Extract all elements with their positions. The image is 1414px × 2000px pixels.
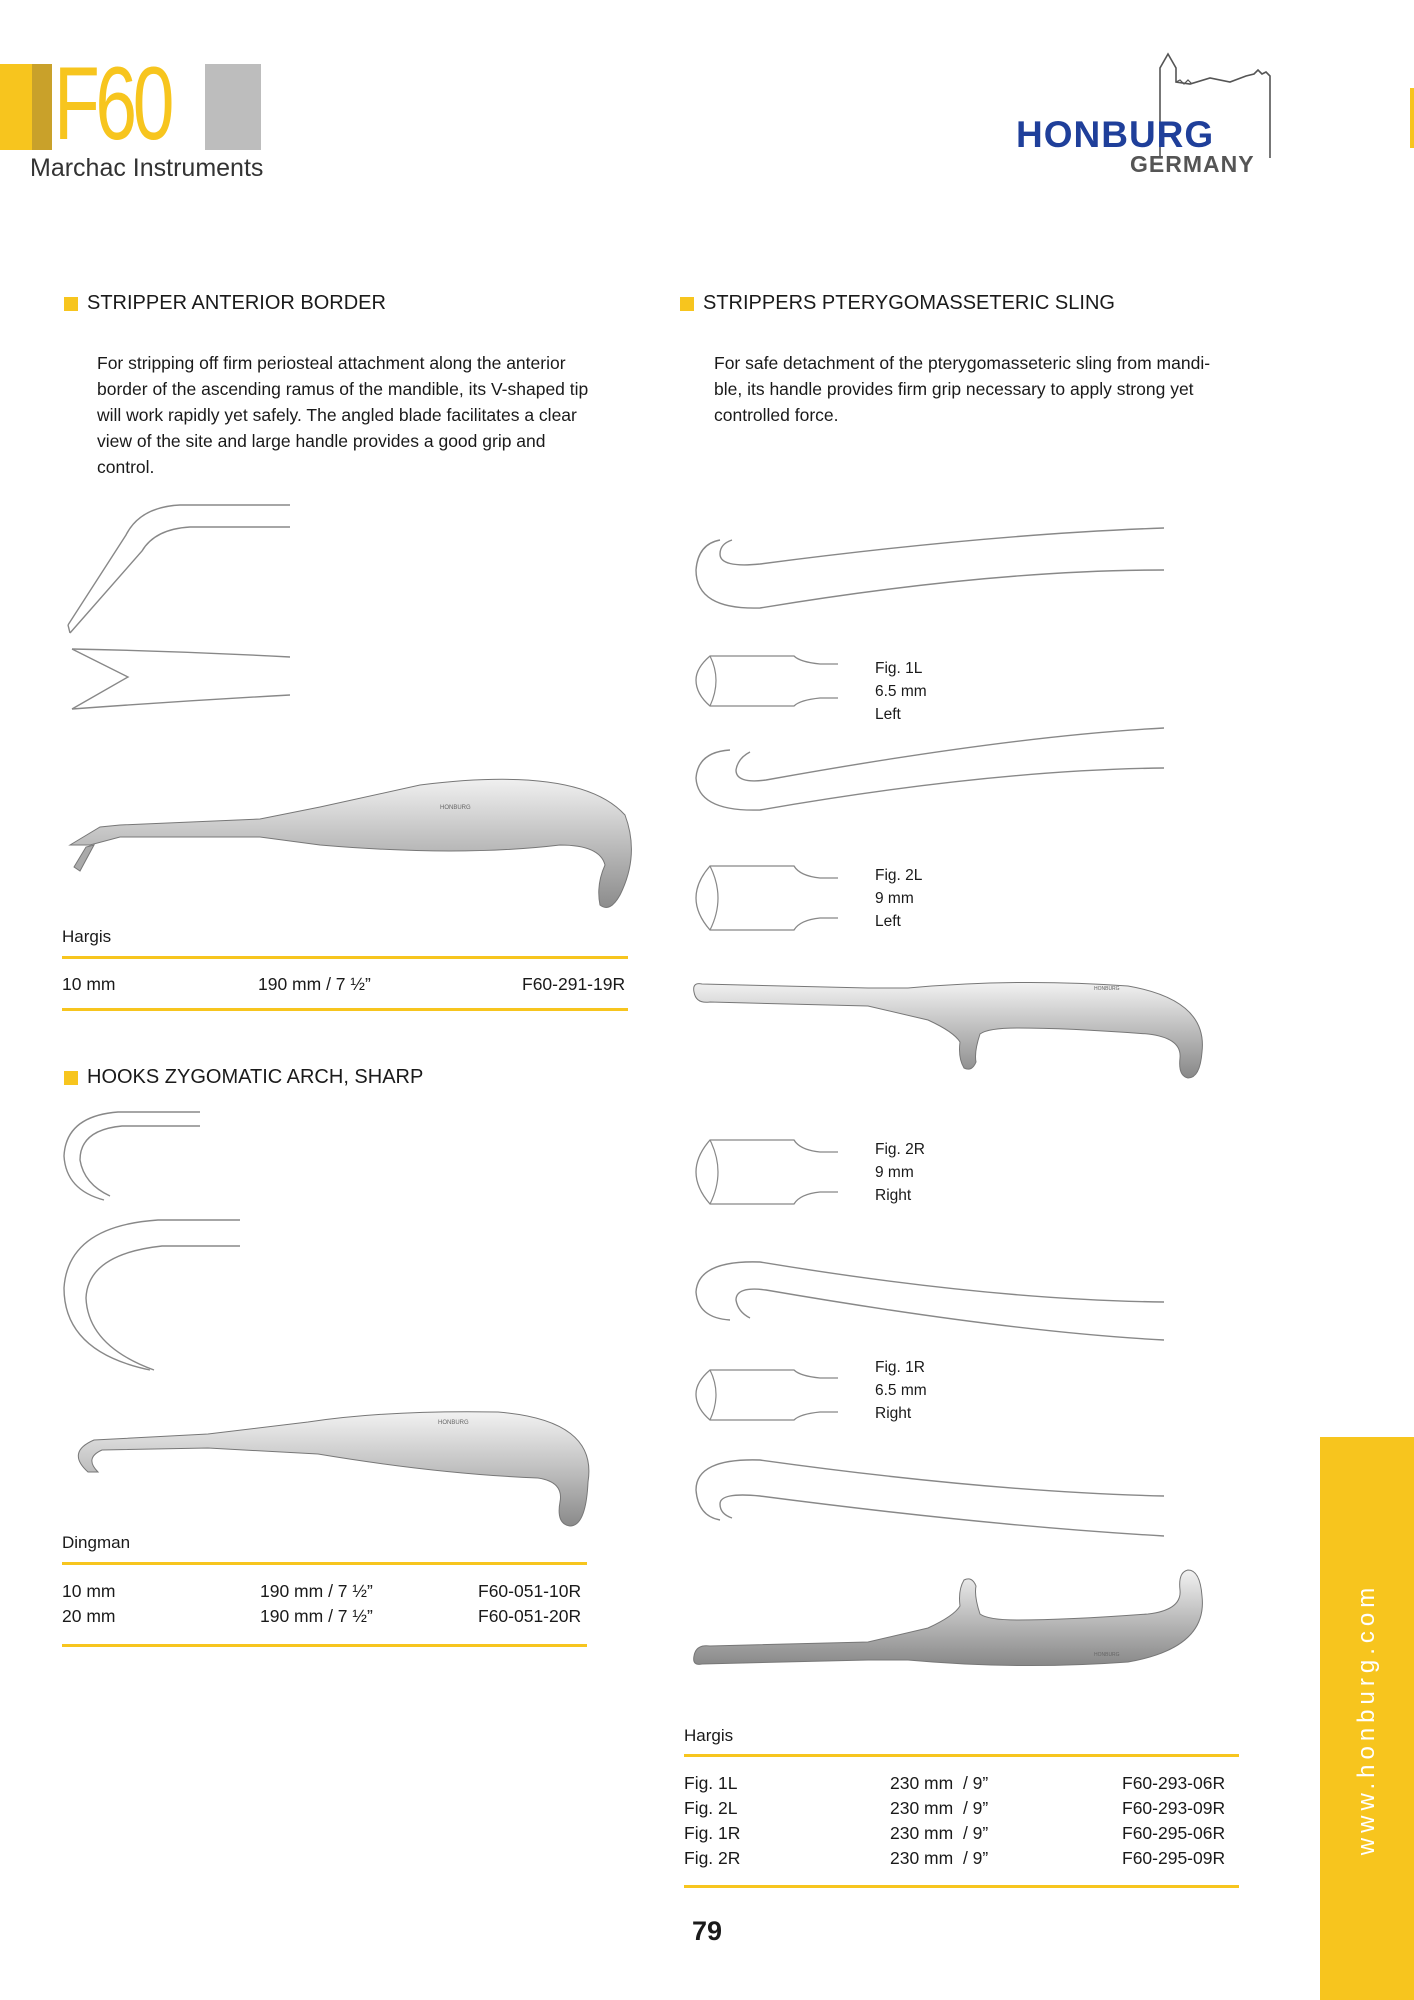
figure-name: Fig. 1L (875, 660, 923, 677)
row-fig: Fig. 1R (684, 1823, 741, 1843)
engraving: HONBURG (440, 805, 471, 811)
row-code: F60-295-09R (1122, 1848, 1226, 1868)
figure-side: Left (875, 913, 901, 930)
row-code: F60-051-10R (478, 1581, 582, 1601)
website-url: www.honburg.com (1353, 1582, 1380, 1855)
row-length: 230 mm / 9” (890, 1848, 989, 1868)
stripper-instrument-image (60, 775, 640, 915)
row-length: 230 mm / 9” (890, 1798, 989, 1818)
fig-1r-top-view (690, 1366, 840, 1424)
brand-country: GERMANY (1130, 151, 1255, 177)
side-url-container (1320, 1437, 1414, 2000)
row-length: 190 mm / 7 ½” (260, 1606, 373, 1626)
stripper-description (97, 350, 657, 480)
row-code: F60-291-19R (522, 974, 626, 994)
header-accent-bar-dark (32, 64, 52, 150)
sling-table-row (684, 1771, 1239, 1797)
engraving: HONBURG (438, 1420, 469, 1426)
figure-size: 9 mm (875, 890, 914, 907)
sling-instrument-left-image (688, 972, 1208, 1084)
catalog-subtitle: Marchac Instruments (30, 154, 264, 182)
fig-2r-side-view (690, 1256, 1170, 1348)
row-length: 190 mm / 7 ½” (260, 1581, 373, 1601)
section-bullet (680, 297, 694, 311)
section-title-hooks (64, 1066, 423, 1089)
section-bullet (64, 1071, 78, 1085)
figure-size: 6.5 mm (875, 1382, 927, 1399)
figure-size: 9 mm (875, 1164, 914, 1181)
figure-name: Fig. 1R (875, 1359, 925, 1376)
hook-tip-drawings (58, 1108, 258, 1378)
sling-table-row (684, 1846, 1239, 1872)
figure-name: Fig. 2R (875, 1141, 925, 1158)
description-line: view of the site and large handle provides a good grip and (97, 431, 546, 451)
figure-side: Left (875, 706, 901, 723)
sling-instrument-right-image (688, 1560, 1208, 1676)
table-rule-top (684, 1754, 1239, 1757)
row-size: 10 mm (62, 1581, 116, 1601)
fig-1l-side-view (690, 520, 1170, 610)
row-fig: Fig. 2L (684, 1798, 738, 1818)
row-code: F60-295-06R (1122, 1823, 1226, 1843)
description-line: For safe detachment of the pterygomasseteric sling from mandi- (714, 353, 1211, 373)
fig-1r-side-view (690, 1456, 1170, 1540)
row-code: F60-293-09R (1122, 1798, 1226, 1818)
table-rule-bottom (684, 1885, 1239, 1888)
brand-logo: HONBURG (1016, 114, 1215, 155)
figure-side: Right (875, 1187, 912, 1204)
figure-label (875, 864, 922, 933)
description-line: For stripping off firm periosteal attachment along the anterior (97, 353, 566, 373)
table-rule-bottom (62, 1644, 587, 1647)
fig-1l-top-view (690, 652, 840, 710)
row-code: F60-293-06R (1122, 1773, 1226, 1793)
edge-accent-strip (1410, 88, 1414, 148)
engraving: HONBURG (1094, 986, 1120, 992)
engraving: HONBURG (1094, 1652, 1120, 1658)
page-number: 79 (692, 1916, 723, 1946)
description-line: border of the ascending ramus of the mandible, its V-shaped tip (97, 379, 589, 399)
hook-instrument-image (58, 1402, 598, 1532)
figure-side: Right (875, 1405, 912, 1422)
sling-model: Hargis (684, 1726, 734, 1745)
section-title-text: STRIPPERS PTERYGOMASSETERIC SLING (703, 292, 1115, 314)
table-rule-bottom (62, 1008, 628, 1011)
description-line: ble, its handle provides firm grip necessary to apply strong yet (714, 379, 1194, 399)
row-size: 10 mm (62, 974, 116, 994)
table-rule-top (62, 1562, 587, 1565)
table-rule-top (62, 956, 628, 959)
hooks-table-row (62, 1604, 587, 1630)
sling-table-row (684, 1821, 1239, 1847)
section-title-text: STRIPPER ANTERIOR BORDER (87, 292, 386, 314)
section-title-sling (680, 292, 1115, 315)
row-size: 20 mm (62, 1606, 116, 1626)
row-length: 190 mm / 7 ½” (258, 974, 371, 994)
hooks-table-row (62, 1579, 587, 1605)
hooks-model: Dingman (62, 1533, 131, 1552)
catalog-code: F60 (54, 46, 171, 162)
fig-2r-top-view (690, 1136, 840, 1208)
figure-label (875, 1138, 925, 1207)
figure-label (875, 657, 927, 726)
header-grey-block (205, 64, 261, 150)
description-line: controlled force. (714, 405, 839, 425)
stripper-tip-side-view (60, 495, 300, 725)
row-length: 230 mm / 9” (890, 1773, 989, 1793)
description-line: control. (97, 457, 155, 477)
row-fig: Fig. 2R (684, 1848, 741, 1868)
section-title-text: HOOKS ZYGOMATIC ARCH, SHARP (87, 1066, 424, 1088)
row-code: F60-051-20R (478, 1606, 582, 1626)
fig-2l-top-view (690, 862, 840, 934)
sling-table-row (684, 1796, 1239, 1822)
stripper-table-row (62, 972, 628, 998)
figure-label (875, 1356, 927, 1425)
description-line: will work rapidly yet safely. The angled blade facilitates a clear (97, 405, 577, 425)
fig-2l-side-view (690, 722, 1170, 814)
section-bullet (64, 297, 78, 311)
figure-size: 6.5 mm (875, 683, 927, 700)
section-title-stripper (64, 292, 386, 315)
figure-name: Fig. 2L (875, 867, 923, 884)
header-accent-bar (0, 64, 32, 150)
row-length: 230 mm / 9” (890, 1823, 989, 1843)
sling-description (714, 350, 1274, 428)
row-fig: Fig. 1L (684, 1773, 738, 1793)
stripper-model: Hargis (62, 927, 112, 946)
